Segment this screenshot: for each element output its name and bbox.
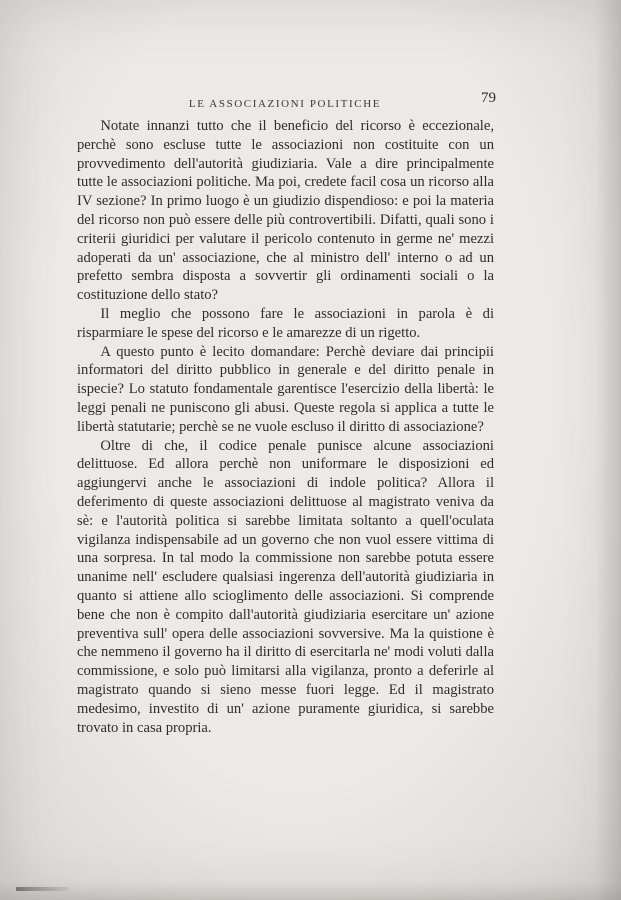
scan-edge-shadow-right [595,0,621,900]
paragraph: Il meglio che possono fare le associazioni in parola è di risparmiare le spese del ricorso e le amarezze di un rigetto. [77,305,494,341]
scan-artifact [16,887,68,891]
paragraph: A questo punto è lecito domandare: Perchè deviare dai principii informatori del diritto pubblico in generale e del diritto penale in ispecie? Lo statuto fondamentale garentisce l'esercizio della libertà: le leggi penali ne puniscono gli abusi. Queste regola si applica a tutte le libertà statutarie; perchè se ne vuole escluso il diritto di associazione? [77,343,494,435]
page-number: 79 [481,90,496,106]
paragraph: Notate innanzi tutto che il beneficio del ricorso è eccezionale, perchè sono escluse tutte le associazioni non costituite con un provvedimento dell'autorità giudiziaria. Vale a dire principalmente tutte le associazioni politiche. Ma poi, credete facil cosa un ricorso alla IV sezione? In primo luogo è un giudizio dispendioso: e poi la materia del ricorso non può essere delle più controvertibili. Difatti, quali sono i criterii giuridici per valutare il pericolo contenuto in germe ne' mezzi adoperati da un' associazione, che al ministro dell' interno o ad un prefetto sembra disposta a sovvertir gli ordinamenti sociali o la costituzione dello stato? [77,118,494,304]
text-block [77,117,494,737]
running-title: LE ASSOCIAZIONI POLITICHE [188,98,382,110]
paragraph: Oltre di che, il codice penale punisce alcune associazioni delittuose. Ed allora perchè non uniformare le disposizioni ed aggiungervi anche le associazioni di indole politica? Allora il deferimento di queste associazioni delittuose al magistrato veniva da sè: e l'autorità politica si sarebbe limitata soltanto a quell'oculata vigilanza indispensabile ad un governo che non vuol essere vittima di una sorpresa. In tal modo la commissione non sarebbe potuta essere unanime nell' escludere qualsiasi ingerenza dell'autorità giudiziaria in quanto si attiene allo scioglimento delle associazioni. Si comprende bene che non è compito dall'autorità giudiziaria esercitare un' azione preventiva sull' opera delle associazioni sovversive. Ma la quistione è che nemmeno il governo ha il diritto di esercitarla ne' modi voluti dalla commissione, e solo può limitarsi alla vigilanza, pronto a deferirle al magistrato quando si sieno messe fuori legge. Ed il magistrato medesimo, investito di un' azione puramente giuridica, si sarebbe trovato in casa propria. [77,437,494,736]
page-header [78,90,496,112]
scan-edge-shadow-bottom [0,882,621,900]
